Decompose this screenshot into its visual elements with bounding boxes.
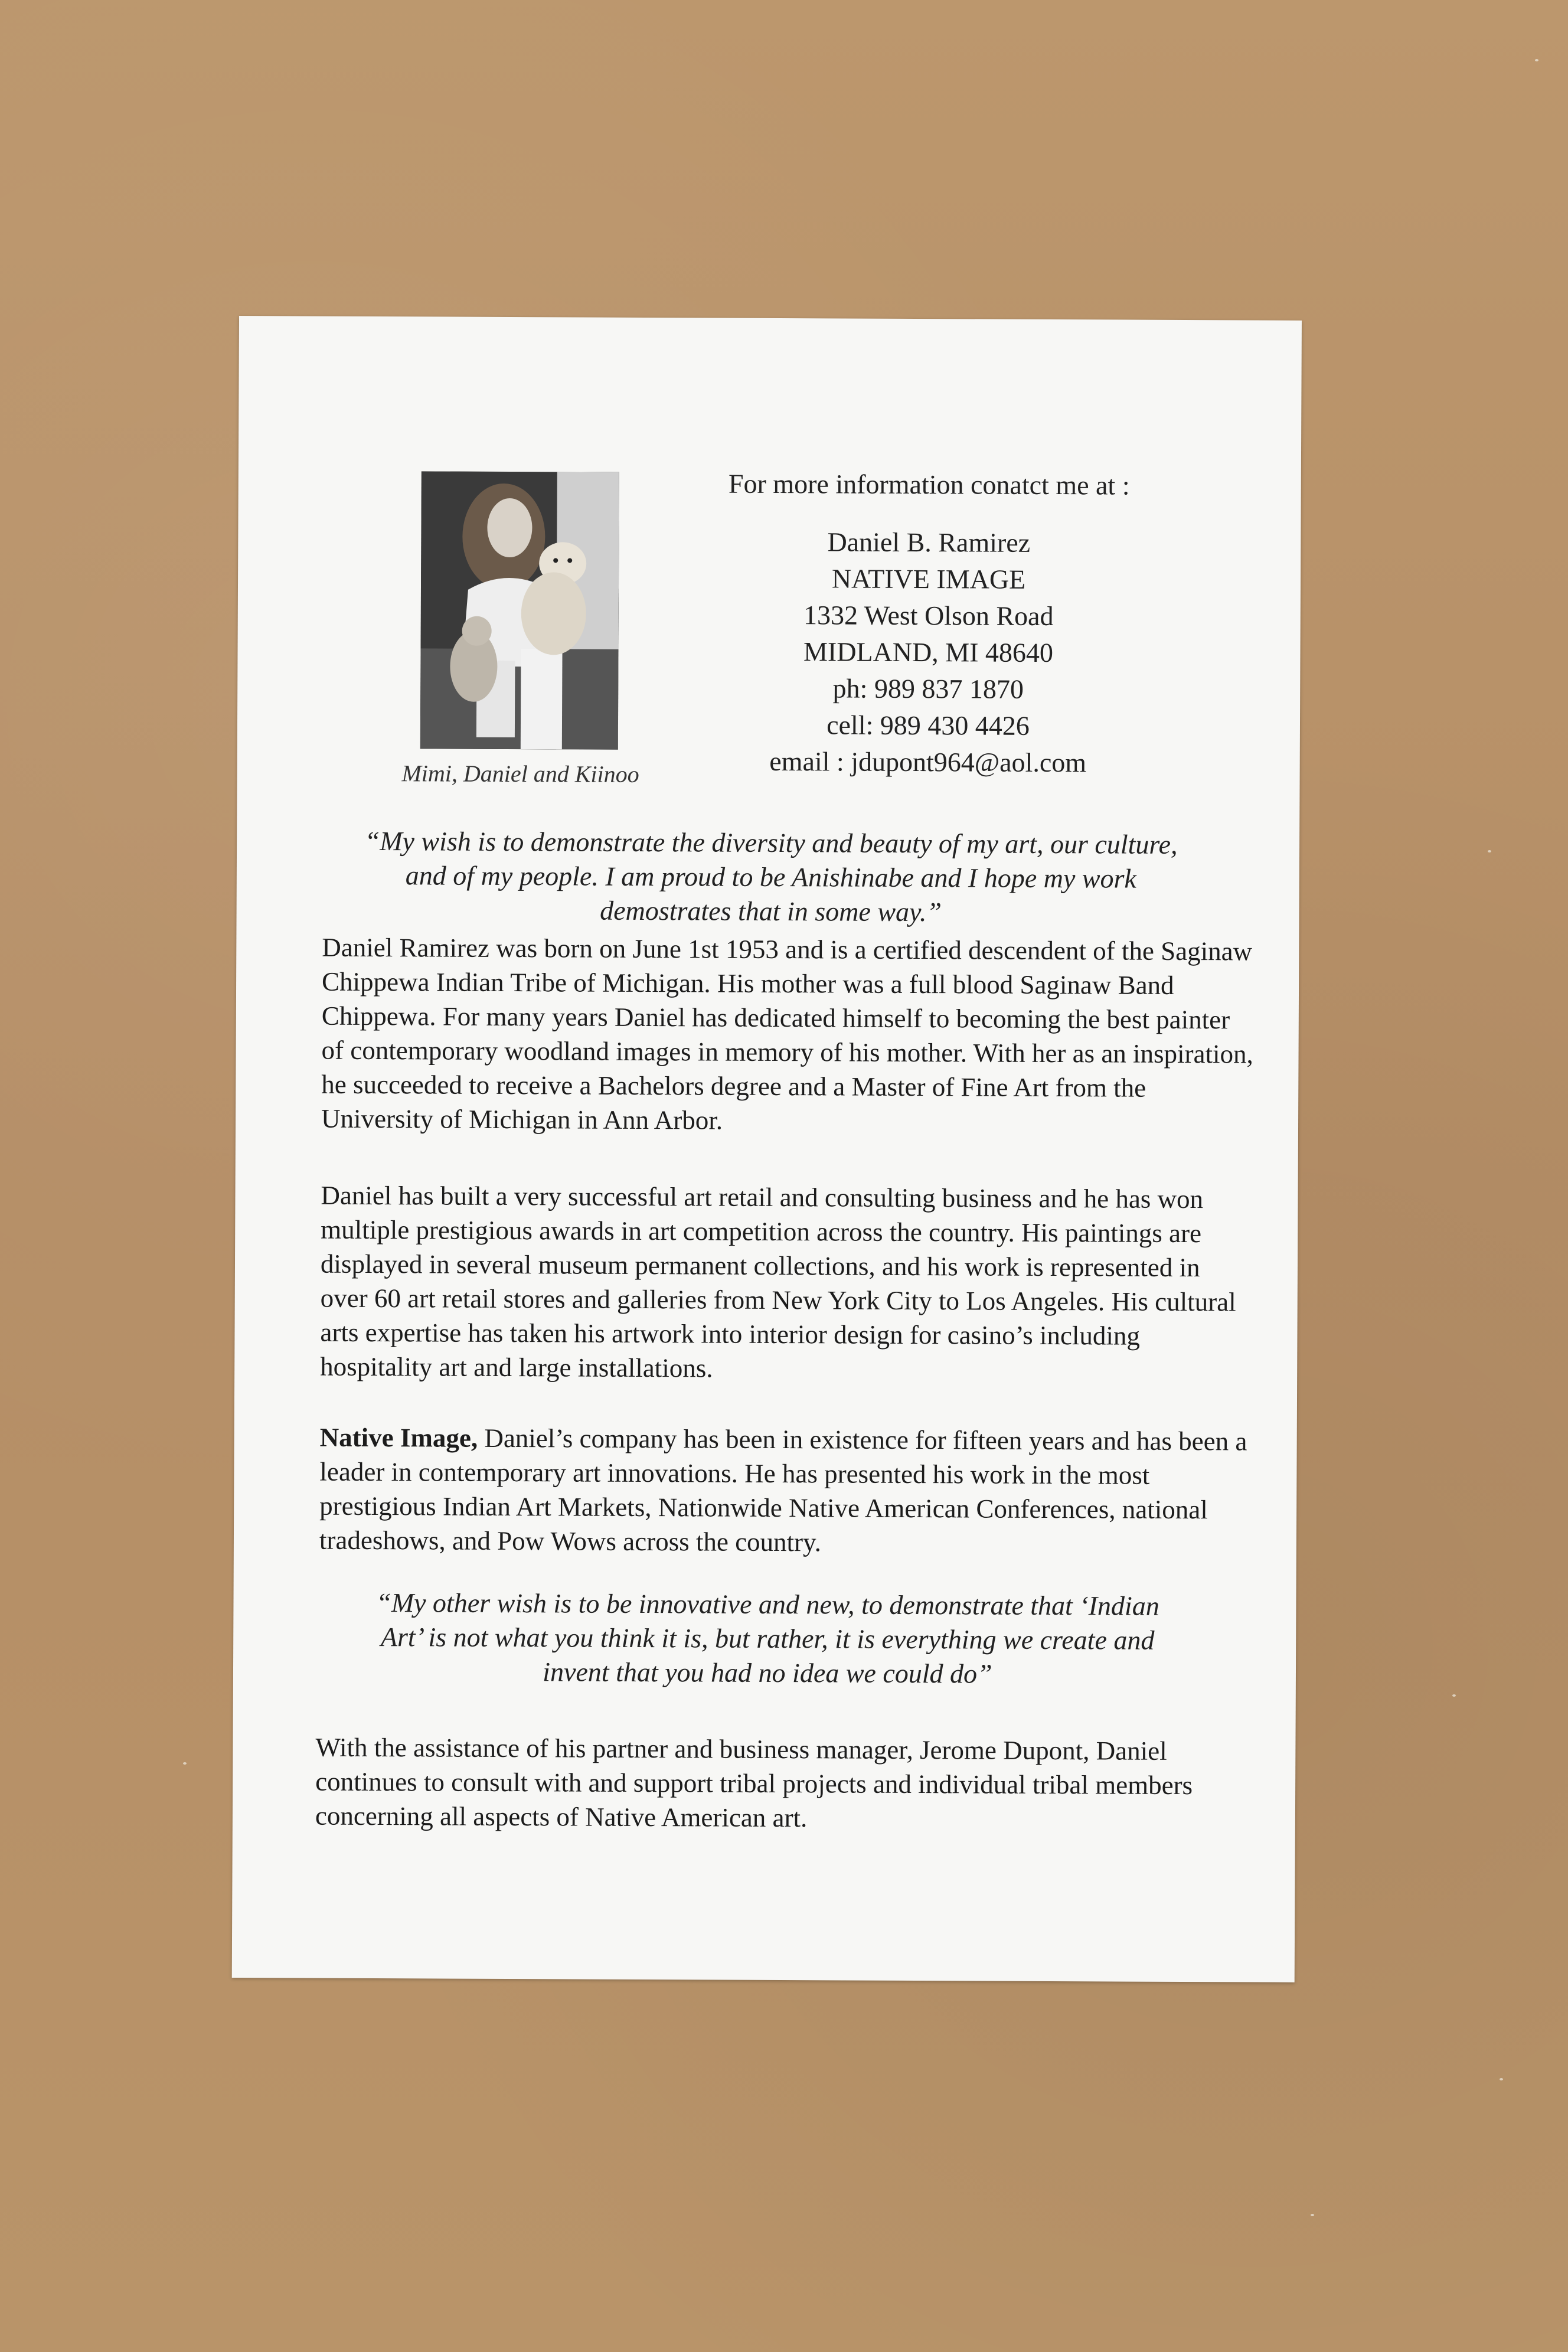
cardboard-speck [1311,2214,1314,2216]
bio-paragraph-3 [319,1420,1253,1562]
quote-one-line: “My wish is to demonstrate the diversity and beauty of my art, our culture, [364,825,1178,860]
photo-caption: Mimi, Daniel and Kiinoo [401,760,639,788]
quote-one [313,824,1229,931]
portrait-photo [420,471,619,749]
bio-paragraph-3-text: Daniel’s company has been in existence for fifteen years and has been a leader in contemporary art innovations. He has presented his work in the most prestigious Indian Art Markets, Nationwide Native American Conferences, national tradeshows, and Pow Wows across the country. [319,1423,1247,1557]
contact-phone: ph: 989 837 1870 [832,673,1024,704]
contact-company: NATIVE IMAGE [831,563,1026,594]
quote-two-line: Art’ is not what you think it is, but rather, it is everything we create and [380,1622,1155,1655]
contact-intro: For more information conatct me at : [728,468,1130,501]
closing-paragraph: With the assistance of his partner and business manager, Jerome Dupont, Daniel continues to consult with and support tribal projects and individual tribal members concerning all aspects of Native American art. [315,1732,1193,1833]
quote-two-line: “My other wish is to be innovative and new, to demonstrate that ‘Indian [376,1587,1159,1621]
contact-cell: cell: 989 430 4426 [827,710,1030,741]
bio-paragraph-2: Daniel has built a very successful art retail and consulting business and he has won multiple prestigious awards in art competition across the country. His paintings are displayed in several museum permanent collections, and his work is represented in over 60 art retail stores and galleries from New York City to Los Angeles. His cultural arts expertise has taken his artwork into interior design for casino’s including hospitality art and large installations. [320,1180,1236,1383]
bio-paragraph-1: Daniel Ramirez was born on June 1st 1953 and is a certified descendent of the Saginaw Chippewa Indian Tribe of Michigan. His mother was a full blood Saginaw Band Chippewa. For many years Daniel has dedicated himself to becoming the best painter of contemporary woodland images in memory of his mother. With her as an inspiration, he succeeded to receive a Bachelors degree and a Master of Fine Art from the University of Michigan in Ann Arbor. [321,932,1253,1135]
contact-name: Daniel B. Ramirez [827,527,1031,558]
quote-one-line: and of my people. I am proud to be Anishinabe and I hope my work [405,860,1136,894]
portrait-photo-image [420,471,619,749]
cardboard-speck [1500,2078,1503,2080]
contact-city: MIDLAND, MI 48640 [803,636,1054,668]
contact-email[interactable]: email : jdupont964@aol.com [769,746,1087,778]
quote-one-line: demostrates that in some way.” [600,895,942,927]
quote-two [310,1586,1226,1693]
cardboard-speck [183,1762,187,1765]
contact-block [662,465,1195,782]
cardboard-speck [1452,1694,1456,1697]
info-sheet [232,316,1302,1982]
contact-street: 1332 West Olson Road [803,600,1054,632]
cardboard-speck [1488,850,1491,852]
company-name-bold: Native Image, [319,1422,478,1453]
cardboard-speck [1535,59,1538,61]
quote-two-line: invent that you had no idea we could do” [543,1657,992,1689]
